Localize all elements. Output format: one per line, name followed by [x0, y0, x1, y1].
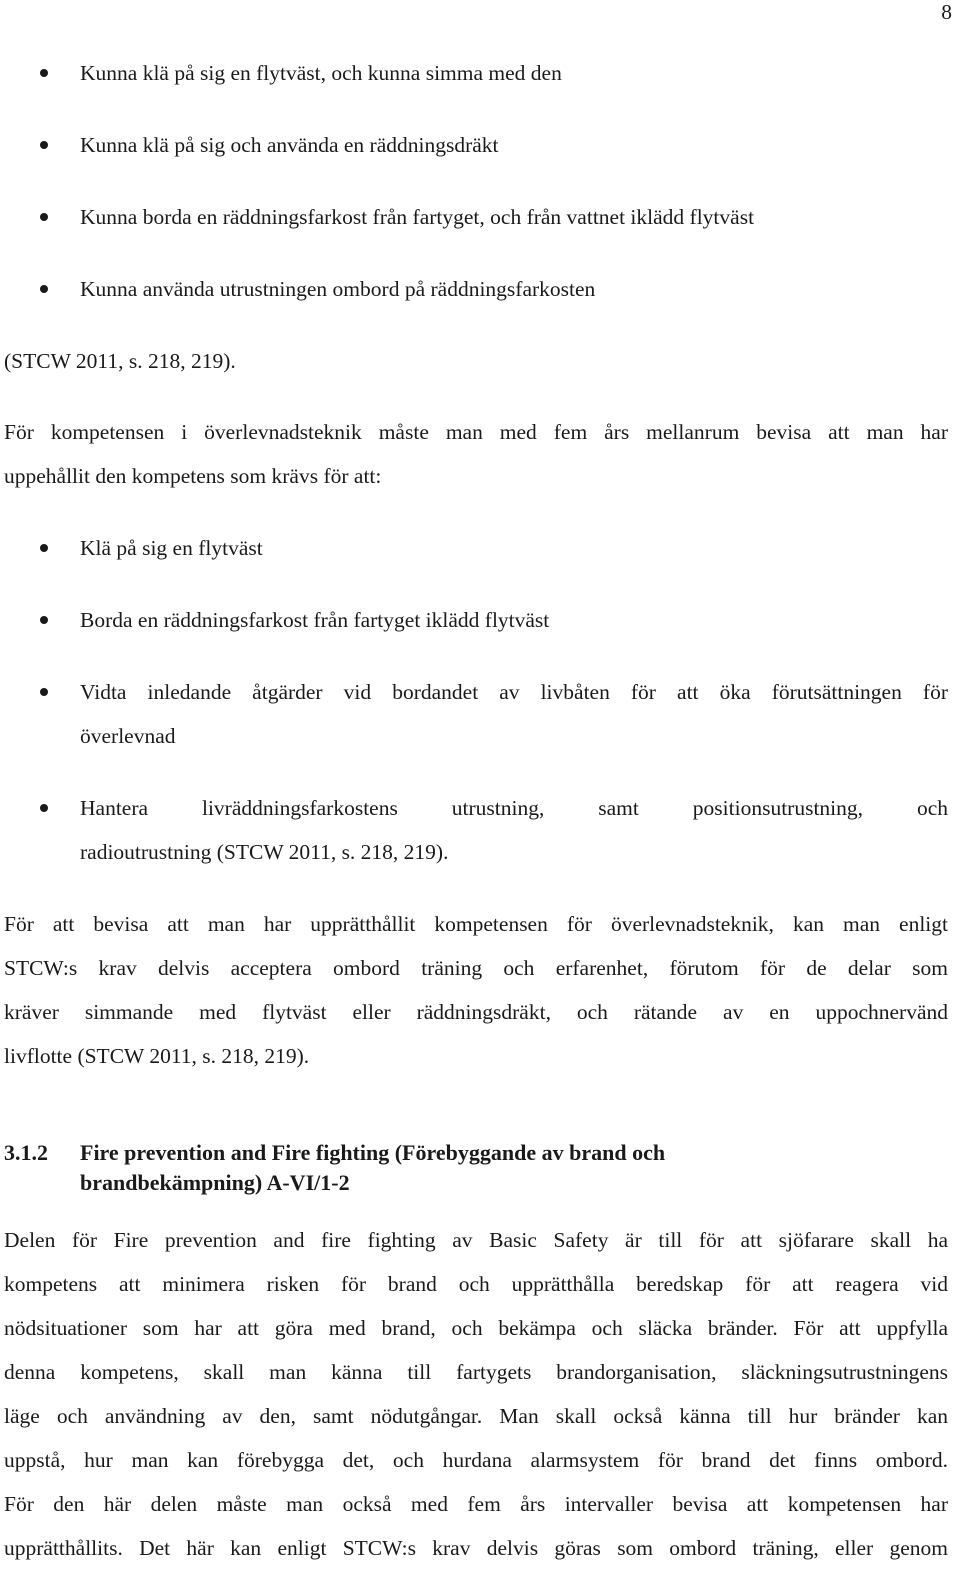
bullet-icon [40, 69, 48, 77]
paragraph-line: Delen för Fire prevention and fire fighting av Basic Safety är till för att sjöfarare skall ha [4, 1228, 948, 1252]
paragraph-line: STCW:s krav delvis acceptera ombord träning och erfarenhet, förutom för de delar som [4, 956, 948, 980]
bullet-icon [40, 285, 48, 293]
list-item-continued: radioutrustning (STCW 2011, s. 218, 219). [80, 840, 449, 864]
list-item-continued: överlevnad [80, 724, 176, 748]
bullet-icon [40, 804, 48, 812]
bullet-icon [40, 544, 48, 552]
list-item: Borda en räddningsfarkost från fartyget iklädd flytväst [80, 608, 550, 632]
section-title-continued: brandbekämpning) A-VI/1-2 [80, 1170, 350, 1195]
paragraph-line: För kompetensen i överlevnadsteknik måste man med fem års mellanrum bevisa att man har [4, 420, 948, 444]
list-item: Klä på sig en flytväst [80, 536, 263, 560]
list-item: Kunna klä på sig en flytväst, och kunna simma med den [80, 61, 562, 85]
paragraph-line: För den här delen måste man också med fem års intervaller bevisa att kompetensen har [4, 1492, 948, 1516]
list-item: Kunna använda utrustningen ombord på räddningsfarkosten [80, 277, 596, 301]
paragraph-line: För att bevisa att man har upprätthållit kompetensen för överlevnadsteknik, kan man enligt [4, 912, 948, 936]
paragraph-line: uppstå, hur man kan förebygga det, och hurdana alarmsystem för brand det finns ombord. [4, 1448, 948, 1472]
paragraph-line: denna kompetens, skall man känna till fartygets brandorganisation, släckningsutrustningens [4, 1360, 948, 1384]
bullet-icon [40, 688, 48, 696]
paragraph-line: livflotte (STCW 2011, s. 218, 219). [4, 1044, 310, 1068]
section-number: 3.1.2 [4, 1140, 48, 1165]
bullet-icon [40, 213, 48, 221]
paragraph-line: kräver simmande med flytväst eller räddningsdräkt, och rätande av en uppochnervänd [4, 1000, 948, 1024]
list-item: Vidta inledande åtgärder vid bordandet av livbåten för att öka förutsättningen för [80, 680, 948, 704]
page-number: 8 [941, 0, 952, 24]
paragraph-line: nödsituationer som har att göra med brand, och bekämpa och släcka bränder. För att uppfylla [4, 1316, 948, 1340]
bullet-icon [40, 141, 48, 149]
paragraph-line: uppehållit den kompetens som krävs för att: [4, 464, 382, 488]
list-item: Kunna klä på sig och använda en räddningsdräkt [80, 133, 499, 157]
paragraph-line: läge och användning av den, samt nödutgångar. Man skall också känna till hur bränder kan [4, 1404, 948, 1428]
list-item: Hantera livräddningsfarkostens utrustning, samt positionsutrustning, och [80, 796, 948, 820]
list-item: Kunna borda en räddningsfarkost från fartyget, och från vattnet iklädd flytväst [80, 205, 755, 229]
section-title: Fire prevention and Fire fighting (Förebyggande av brand och [80, 1140, 666, 1165]
bullet-icon [40, 616, 48, 624]
paragraph-line: kompetens att minimera risken för brand och upprätthålla beredskap för att reagera vid [4, 1272, 948, 1296]
citation: (STCW 2011, s. 218, 219). [4, 349, 236, 373]
paragraph-line: upprätthållits. Det här kan enligt STCW:s krav delvis göras som ombord träning, eller genom [4, 1536, 948, 1560]
